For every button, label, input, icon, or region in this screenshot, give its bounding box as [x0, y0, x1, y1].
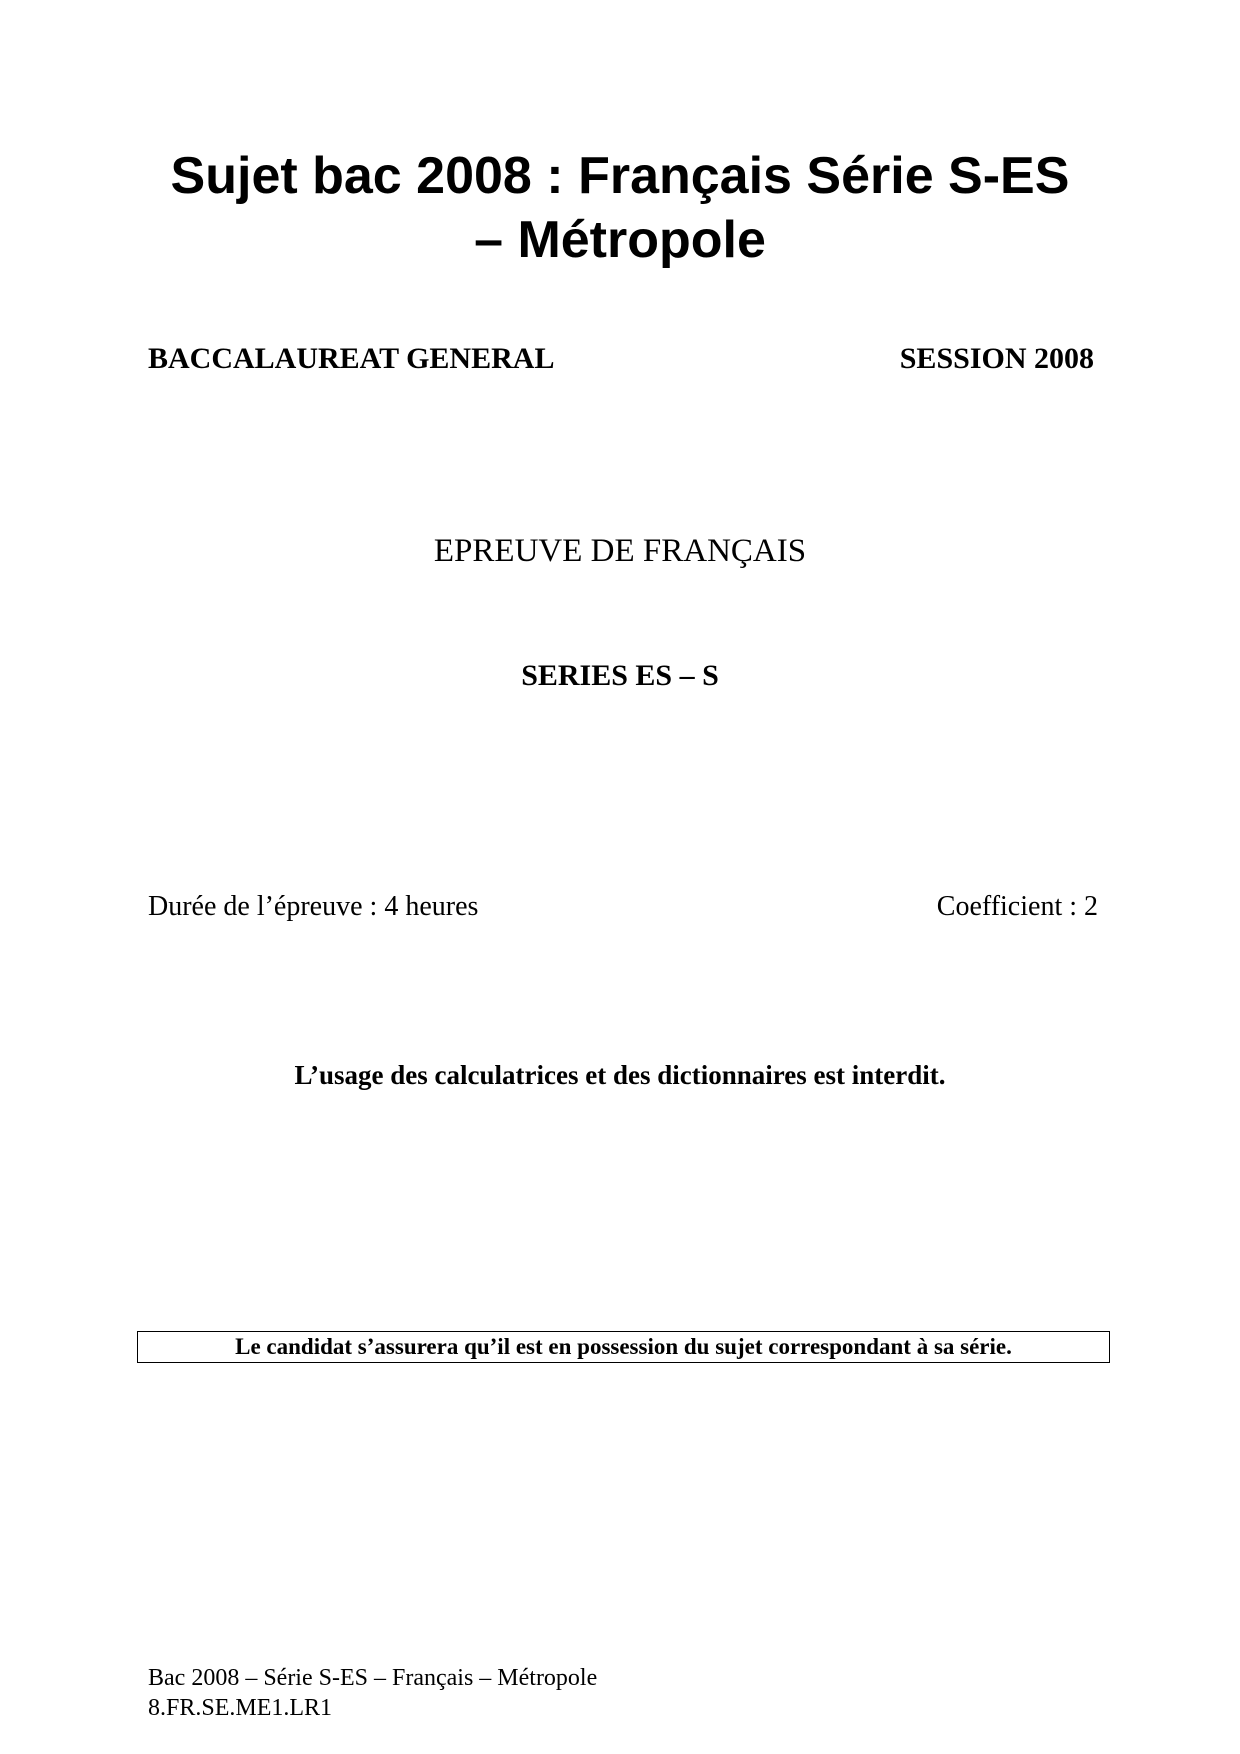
title-line-1: Sujet bac 2008 : Français Série S-ES: [170, 147, 1070, 205]
candidate-notice-text: Le candidat s’assurera qu’il est en possession du sujet correspondant à sa série.: [235, 1334, 1012, 1359]
title-line-2: – Métropole: [474, 211, 766, 269]
series-heading: SERIES ES – S: [521, 659, 719, 692]
duration-label: Durée de l’épreuve : 4 heures: [148, 891, 479, 922]
footer-line-2: 8.FR.SE.ME1.LR1: [148, 1695, 333, 1721]
subject-heading: EPREUVE DE FRANÇAIS: [433, 533, 807, 569]
session-label: SESSION 2008: [899, 342, 1094, 375]
page-footer: [148, 1663, 597, 1723]
calculator-rule: L’usage des calculatrices et des dictionnaires est interdit.: [294, 1060, 946, 1090]
coefficient-label: Coefficient : 2: [936, 891, 1098, 922]
exam-name: BACCALAUREAT GENERAL: [148, 342, 555, 375]
page-title: [100, 144, 1140, 272]
candidate-notice-box: [137, 1331, 1110, 1363]
footer-line-1: Bac 2008 – Série S-ES – Français – Métropole: [148, 1665, 598, 1691]
